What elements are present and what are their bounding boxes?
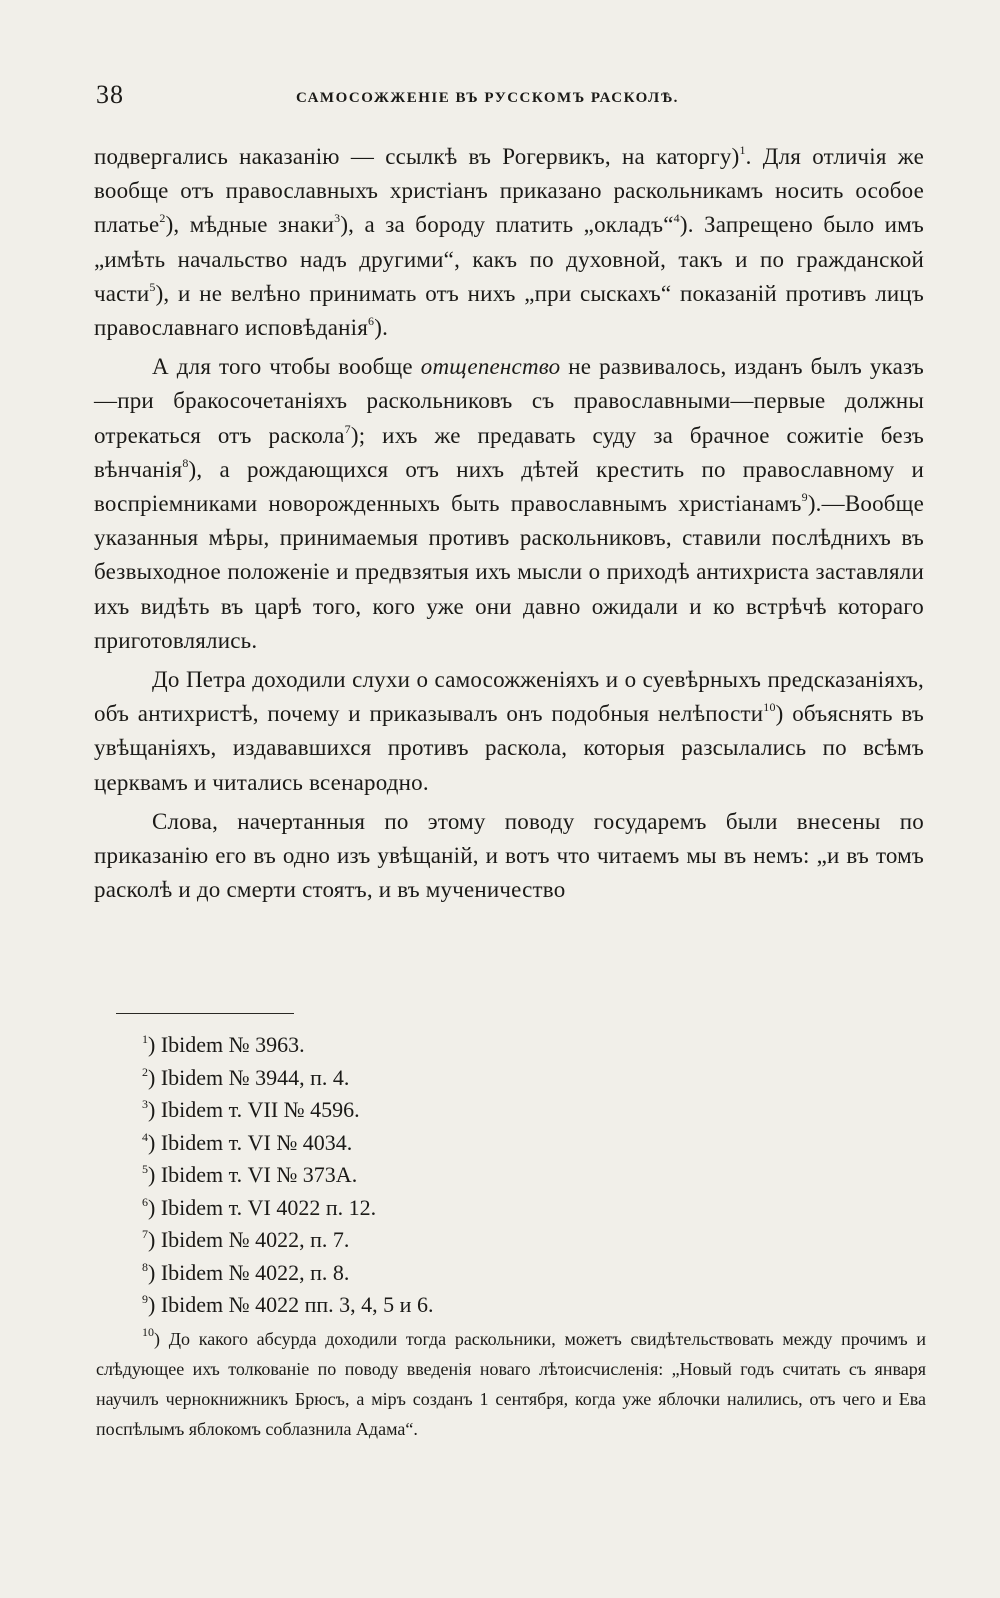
text-run: ); ихъ же предавать суду за брачное сожитіе безъ вѣнчанія bbox=[94, 422, 924, 482]
footnote-ref: 6 bbox=[368, 314, 375, 329]
footnote-item bbox=[96, 1324, 926, 1444]
footnote-item bbox=[96, 1062, 926, 1095]
text-run: ), а рождающихся отъ нихъ дѣтей крестить по православному и воспріемниками новорожденныхъ быть православнымъ христіанамъ bbox=[94, 456, 924, 517]
main-text bbox=[94, 140, 924, 912]
footnote-number: 2 bbox=[142, 1064, 148, 1079]
footnote-text: ) Ibidem № 4022 пп. 3, 4, 5 и 6. bbox=[148, 1292, 434, 1317]
text-run: ), мѣдные знаки bbox=[165, 212, 335, 238]
text-run: ), а за бороду платить „окладъ“ bbox=[340, 212, 674, 238]
footnote-number: 4 bbox=[142, 1129, 148, 1144]
footnote-ref: 4 bbox=[673, 211, 680, 226]
footnote-number: 6 bbox=[142, 1194, 148, 1209]
footnote-divider bbox=[116, 1013, 294, 1014]
footnote-ref: 7 bbox=[344, 421, 351, 436]
paragraph-3 bbox=[94, 663, 924, 800]
footnote-text: ) Ibidem № 4022, п. 8. bbox=[148, 1259, 350, 1285]
footnote-ref: 10 bbox=[763, 700, 776, 715]
text-run: А для того чтобы вообще bbox=[152, 354, 421, 380]
footnote-item bbox=[96, 1224, 926, 1257]
text-run: ) объяснять въ увѣщаніяхъ, издававшихся противъ раскола, которыя разсылались по всѣмъ церквамъ и читались всенародно. bbox=[94, 701, 924, 795]
footnote-text: ) Ibidem т. VI № 4034. bbox=[148, 1129, 353, 1155]
footnote-item bbox=[96, 1127, 926, 1160]
footnote-number: 7 bbox=[142, 1227, 148, 1241]
footnote-ref: 2 bbox=[159, 211, 166, 226]
running-title: САМОСОЖЖЕНІЕ ВЪ РУССКОМЪ РАСКОЛѢ. bbox=[296, 90, 679, 106]
text-run: До Петра доходили слухи о самосожженіяхъ и о суевѣрныхъ предсказаніяхъ, объ антихристѣ, почему и приказывалъ онъ подобныя нелѣпости bbox=[94, 667, 924, 727]
paragraph-4 bbox=[94, 805, 924, 908]
footnote-ref: 1 bbox=[739, 143, 746, 157]
footnote-text: ) До какого абсурда доходили тогда раскольники, можетъ свидѣтельствовать между прочимъ и слѣдующее ихъ толкованіе по поводу введенія новаго лѣтоисчисленія: „Новый годъ считать съ января научилъ чернокнижникъ Брюсъ, а міръ созданъ 1 сентября, когда уже яблочки налились, отъ чего и Ева поспѣлымъ яблокомъ соблазнила Адама“. bbox=[96, 1328, 926, 1439]
text-run: ), и не велѣно принимать отъ нихъ „при сыскахъ“ показаній противъ лицъ православнаго исповѣданія bbox=[94, 280, 924, 341]
text-run: не развивалось, изданъ былъ указъ—при бракосочетаніяхъ раскольниковъ съ православными—первые должны отрекаться отъ раскола bbox=[94, 354, 925, 448]
text-run: Слова, начертанныя по этому поводу государемъ были внесены по приказанію его въ одно изъ увѣщаній, и вотъ что читаемъ мы въ немъ: „и въ томъ расколѣ и до смерти стоятъ, и въ мученичество bbox=[94, 808, 924, 903]
footnote-text: ) Ibidem т. VI 4022 п. 12. bbox=[148, 1194, 377, 1220]
footnote-number: 8 bbox=[142, 1259, 148, 1274]
text-run: подвергались наказанію — ссылкѣ въ Рогервикъ, на каторгу) bbox=[94, 144, 740, 169]
footnote-item bbox=[96, 1289, 926, 1322]
footnote-number: 10 bbox=[142, 1324, 154, 1339]
emphasis-word: отщепенство bbox=[420, 354, 561, 380]
footnote-text: ) Ibidem № 3963. bbox=[148, 1032, 305, 1057]
footnote-ref: 9 bbox=[801, 490, 808, 505]
paragraph-1 bbox=[94, 140, 924, 345]
footnote-number: 9 bbox=[142, 1292, 148, 1306]
footnote-ref: 8 bbox=[182, 455, 189, 470]
footnote-item bbox=[96, 1257, 926, 1290]
footnote-text: ) Ibidem т. VII № 4596. bbox=[148, 1097, 360, 1122]
footnotes bbox=[96, 1029, 926, 1444]
footnote-text: ) Ibidem № 3944, п. 4. bbox=[148, 1064, 350, 1090]
footnote-ref: 5 bbox=[149, 279, 156, 294]
footnote-text: ) Ibidem № 4022, п. 7. bbox=[148, 1227, 350, 1252]
text-run: . Для отличія же вообще отъ православныхъ христіанъ приказано раскольникамъ носить особое платье bbox=[94, 144, 924, 238]
text-run: ).—Вообще указанныя мѣры, принимаемыя противъ раскольниковъ, ставили послѣднихъ въ безвыходное положеніе и предвзятыя ихъ мысли о приходѣ антихриста заставляли ихъ видѣть въ царѣ того, кого уже они давно ожидали и ко встрѣчѣ котораго приготовлялись. bbox=[94, 491, 924, 653]
footnote-item bbox=[96, 1029, 926, 1062]
text-run: ). bbox=[374, 315, 389, 341]
text-run: ). Запрещено было имъ „имѣть начальство надъ другими“, какъ по духовной, такъ и по гражданской части bbox=[94, 212, 925, 306]
footnote-text: ) Ibidem т. VI № 373А. bbox=[148, 1162, 358, 1187]
footnote-ref: 3 bbox=[334, 211, 341, 226]
footnote-number: 3 bbox=[142, 1097, 148, 1111]
footnote-item bbox=[96, 1094, 926, 1127]
page-number: 38 bbox=[96, 80, 124, 109]
footnote-number: 5 bbox=[142, 1162, 148, 1176]
footnote-number: 1 bbox=[142, 1032, 148, 1046]
paragraph-2 bbox=[94, 350, 924, 658]
footnote-item bbox=[96, 1192, 926, 1225]
page-header bbox=[96, 80, 926, 114]
footnote-item bbox=[96, 1159, 926, 1192]
